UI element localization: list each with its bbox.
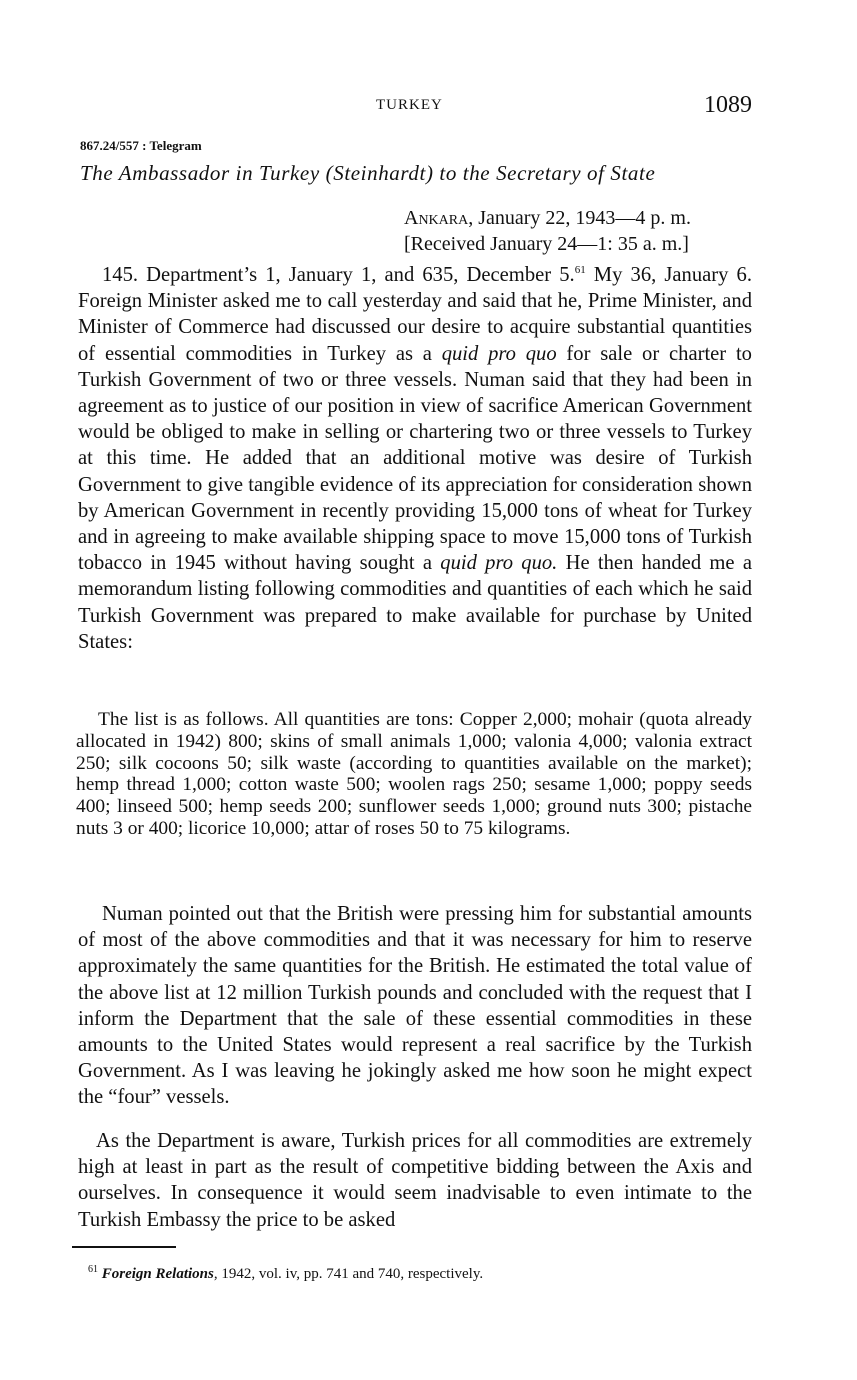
- paragraph-1-italic-1: quid pro quo: [441, 342, 557, 365]
- footnote-source: Foreign Relations: [101, 1266, 214, 1282]
- paragraph-2: Numan pointed out that the British were pressing him for substantial amounts of most of the above commodities and that it was necessary for him to reserve approximately the same quantities for the British. He estimated the total value of the above list at 12 million Turkish pounds and concluded with the request that I inform the Department that the sale of these essential commodities in these amounts to the United States would represent a real sacrifice by the Turkish Government. As I was leaving he jokingly asked me how soon he might expect the “four” vessels.: [78, 903, 752, 1109]
- running-head-title: TURKEY: [376, 97, 443, 113]
- paragraph-1: [78, 262, 752, 655]
- heading-name: Steinhardt: [333, 161, 426, 185]
- paragraph-1-b: My 36, January 6. Foreign Minister asked me to call yesterday and said that he, Prime Minister, and Minister of Commerce had discussed our desire to acquire substantial quantities of essential commodities in Turkey as a: [78, 264, 752, 365]
- footnote-reference: 61: [574, 264, 586, 276]
- footnote-mark: 61: [88, 1264, 98, 1275]
- paragraph-1-italic-2: quid pro quo.: [440, 552, 558, 575]
- paragraph-3: As the Department is aware, Turkish prices for all commodities are extremely high at least in part as the result of competitive bidding between the Axis and ourselves. In consequence it would seem inadvisable to even intimate to the Turkish Embassy the price to be asked: [78, 1130, 752, 1231]
- paragraph-1-a: 145. Department’s 1, January 1, and 635, December 5.: [102, 264, 575, 286]
- dateline-place: Ankara: [404, 207, 469, 229]
- paragraph-1-d: He then handed me a memorandum listing following commodities and quantities of each which he said Turkish Government was prepared to make available for purchase by United States:: [78, 552, 752, 653]
- page-number: 1089: [704, 92, 752, 118]
- heading-part-2: ) to the Secretary of State: [425, 161, 656, 185]
- commodity-list-quote: The list is as follows. All quantities are tons: Copper 2,000; mohair (quota already allocated in 1942) 800; skins of small animals 1,000; valonia 4,000; valonia extract 250; silk cocoons 50; silk waste (according to quantities available on the market); hemp thread 1,000; cotton waste 500; woolen rags 250; sesame 1,000; poppy seeds 400; linseed 500; hemp seeds 200; sunflower seeds 1,000; ground nuts 300; pistache nuts 3 or 400; licorice 10,000; attar of roses 50 to 75 kilograms.: [76, 709, 752, 839]
- running-head: [80, 92, 752, 122]
- footnote: [88, 1264, 483, 1283]
- footnote-rest: , 1942, vol. iv, pp. 741 and 740, respectively.: [213, 1266, 484, 1282]
- dateline-date: , January 22, 1943—4 p. m.: [468, 207, 691, 229]
- dateline: [404, 207, 691, 230]
- document-heading: [80, 161, 752, 186]
- footnote-divider: [72, 1246, 176, 1248]
- heading-part-1: The Ambassador in Turkey (: [80, 161, 334, 185]
- document-reference: 867.24/557 : Telegram: [80, 138, 202, 153]
- paragraph-1-c: for sale or charter to Turkish Government of two or three vessels. Numan said that they had been in agreement as to justice of our position in view of sacrifice American Government would be obliged to make in selling or chartering two or three vessels to Turkey at this time. He added that an additional motive was desire of Turkish Government to give tangible evidence of its appreciation for consideration shown by American Government in recently providing 15,000 tons of wheat for Turkey and in agreeing to make available shipping space to move 15,000 tons of Turkish tobacco in 1945 without having sought a: [78, 342, 752, 575]
- received-line: [Received January 24—1: 35 a. m.]: [404, 233, 689, 255]
